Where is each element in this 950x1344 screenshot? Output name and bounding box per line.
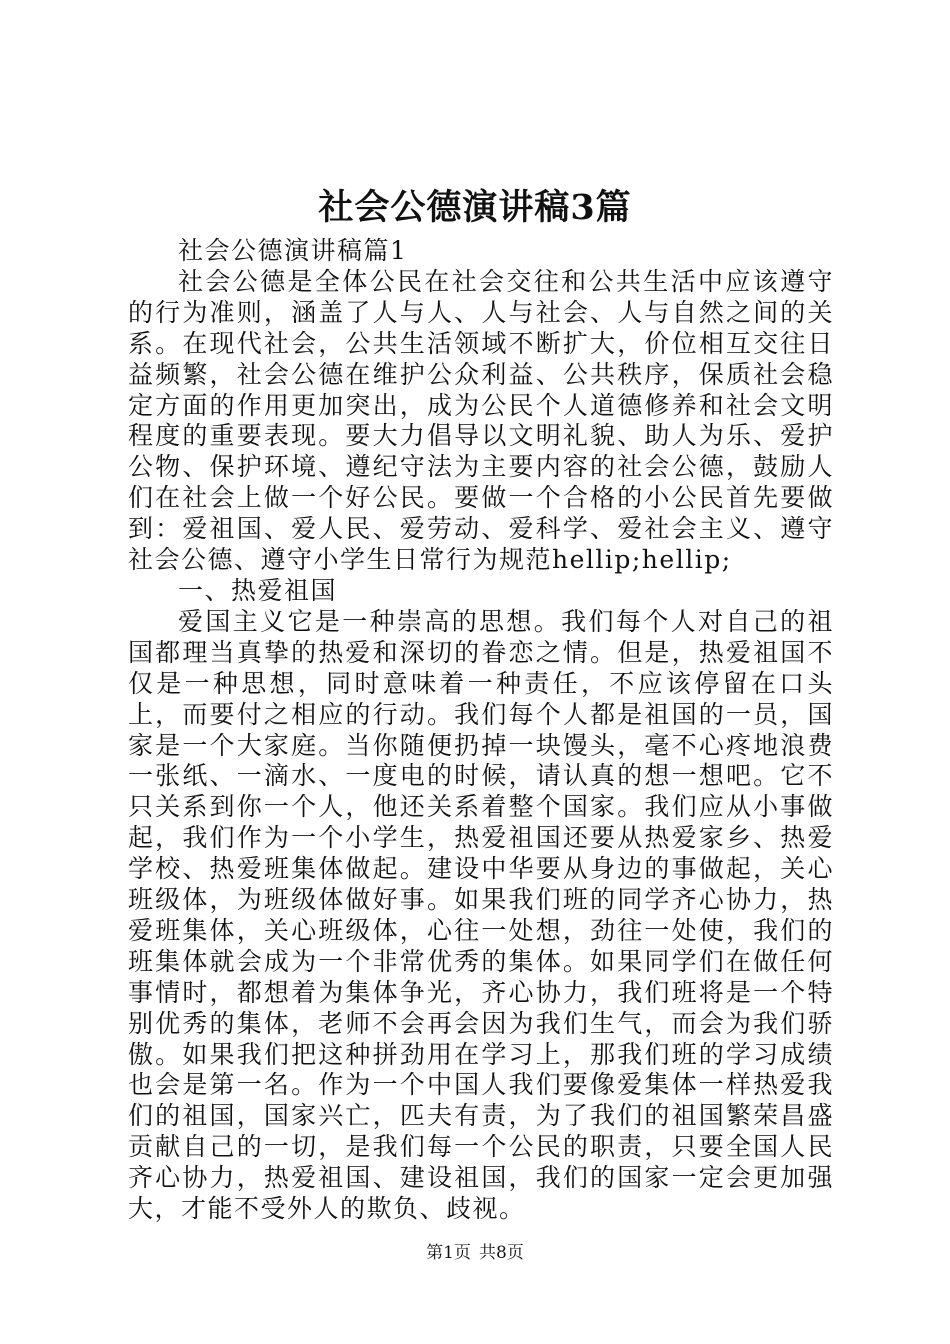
page-number-current: 第1页 — [426, 1243, 471, 1263]
section-heading: 社会公德演讲稿篇1 — [178, 236, 408, 265]
document-title: 社会公德演讲稿3篇 — [318, 187, 632, 228]
document-body — [128, 236, 834, 1225]
body-paragraph: 爱国主义它是一种崇高的思想。我们每个人对自己的祖国都理当真挚的热爱和深切的眷恋之情。但是，热爱祖国不仅是一种思想，同时意味着一种责任，不应该停留在口头上，而要付之相应的行动。我们每个人都是祖国的一员，国家是一个大家庭。当你随便扔掉一块馒头，毫不心疼地浪费一张纸、一滴水、一度电的时候，请认真的想一想吧。它不只关系到你一个人，他还关系着整个国家。我们应从小事做起，我们作为一个小学生，热爱祖国还要从热爱家乡、热爱学校、热爱班集体做起。建设中华要从身边的事做起，关心班级体，为班级体做好事。如果我们班的同学齐心协力，热爱班集体，关心班级体，心往一处想，劲往一处使，我们的班集体就会成为一个非常优秀的集体。如果同学们在做任何事情时，都想着为集体争光，齐心协力，我们班将是一个特别优秀的集体，老师不会再会因为我们生气，而会为我们骄傲。如果我们把这种拼劲用在学习上，那我们班的学习成绩也会是第一名。作为一个中国人我们要像爱集体一样热爱我们的祖国，国家兴亡，匹夫有责，为了我们的祖国繁荣昌盛贡献自己的一切，是我们每一个公民的职责，只要全国人民齐心协力，热爱祖国、建设祖国，我们的国家一定会更加强大，才能不受外人的欺负、歧视。 — [128, 606, 834, 1224]
section-heading: 一、热爱祖国 — [178, 575, 338, 605]
body-paragraph: 社会公德是全体公民在社会交往和公共生活中应该遵守的行为准则，涵盖了人与人、人与社会、人与自然之间的关系。在现代社会，公共生活领域不断扩大，价位相互交往日益频繁，社会公德在维护公众利益、公共秩序，保质社会稳定方面的作用更加突出，成为公民个人道德修养和社会文明程度的重要表现。要大力倡导以文明礼貌、助人为乐、爱护公物、保护环境、遵纪守法为主要内容的社会公德，鼓励人们在社会上做一个好公民。要做一个合格的小公民首先要做到：爱祖国、爱人民、爱劳动、爱科学、爱社会主义、遵守社会公德、遵守小学生日常行为规范hellip;hellip; — [128, 266, 834, 575]
page-footer — [0, 1241, 950, 1265]
page-number-total: 共8页 — [479, 1243, 524, 1263]
